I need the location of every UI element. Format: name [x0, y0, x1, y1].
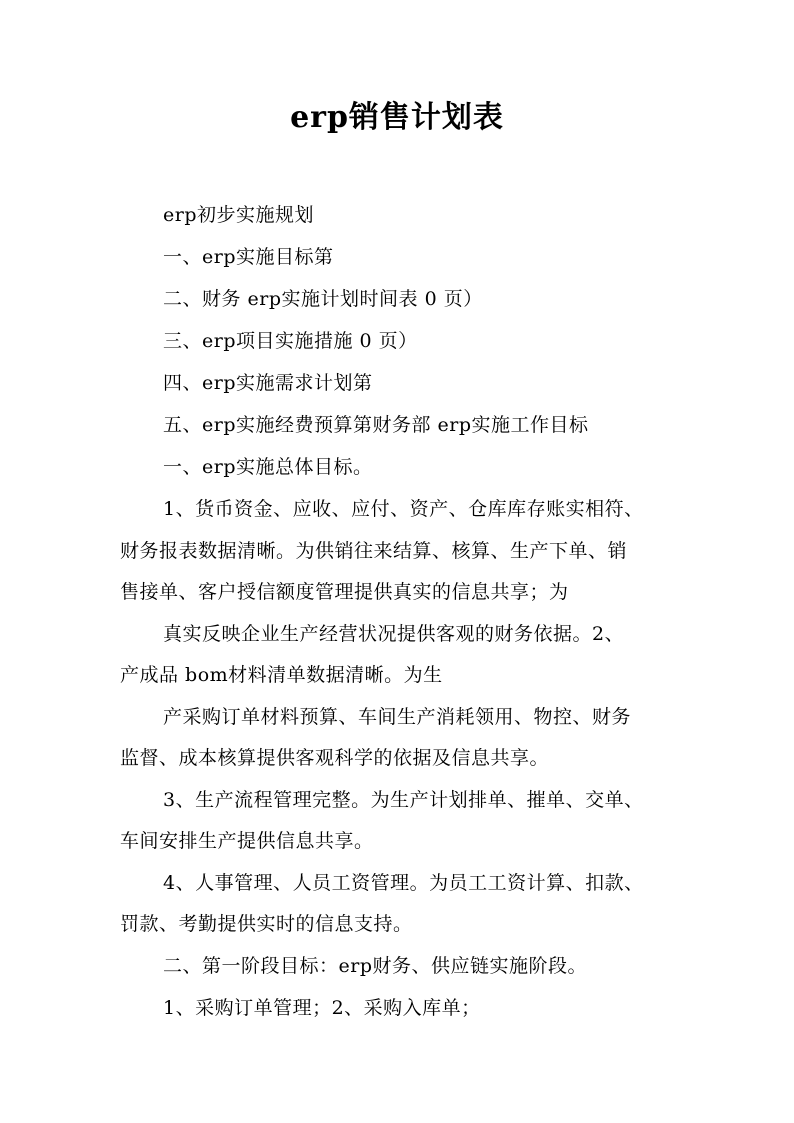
text-line: 三、erp项目实施措施 0 页） [163, 330, 418, 352]
text-line: 五、erp实施经费预算第财务部 erp实施工作目标 [163, 414, 589, 436]
text-line: 产采购订单材料预算、车间生产消耗领用、物控、财务 [163, 706, 632, 728]
text-line: 售接单、客户授信额度管理提供真实的信息共享；为 [120, 581, 569, 603]
text-line: 1、货币资金、应收、应付、资产、仓库库存账实相符、 [163, 498, 644, 520]
text-line: 1、采购订单管理；2、采购入库单； [163, 997, 481, 1019]
text-line: 监督、成本核算提供客观科学的依据及信息共享。 [120, 747, 550, 769]
text-line: 产成品 bom材料清单数据清晰。为生 [120, 664, 443, 686]
text-line: 财务报表数据清晰。为供销往来结算、核算、生产下单、销 [120, 540, 628, 562]
text-line: 真实反映企业生产经营状况提供客观的财务依据。2、 [163, 623, 625, 645]
text-line: 4、人事管理、人员工资管理。为员工工资计算、扣款、 [163, 872, 644, 894]
text-line: 3、生产流程管理完整。为生产计划排单、摧单、交单、 [163, 789, 644, 811]
text-line: 罚款、考勤提供实时的信息支持。 [120, 913, 413, 935]
text-line: 一、erp实施总体目标。 [163, 456, 373, 478]
text-line: erp初步实施规划 [163, 204, 314, 226]
document-title: erp销售计划表 [290, 100, 504, 135]
text-line: 车间安排生产提供信息共享。 [120, 830, 374, 852]
text-line: 二、财务 erp实施计划时间表 0 页） [163, 288, 483, 310]
text-line: 四、erp实施需求计划第 [163, 372, 373, 394]
text-line: 二、第一阶段目标：erp财务、供应链实施阶段。 [163, 955, 587, 977]
text-line: 一、erp实施目标第 [163, 246, 334, 268]
